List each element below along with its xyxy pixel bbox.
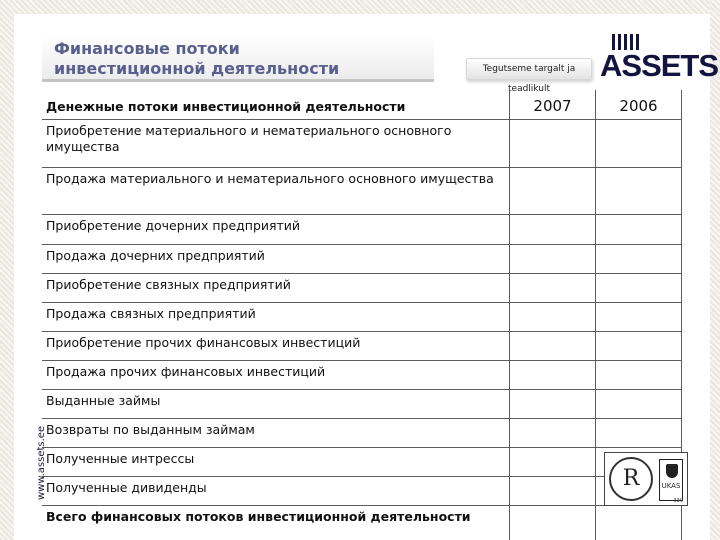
row-label: Выданные займы (42, 390, 510, 419)
ukas-crown-icon: UKAS (659, 459, 683, 501)
value-2007-cell[interactable] (510, 448, 596, 477)
table-header-row (42, 90, 682, 120)
row-label: Приобретение материального и нематериального основного имущества (42, 120, 510, 168)
table-row (42, 390, 682, 419)
value-2006-cell[interactable] (596, 215, 682, 245)
value-2007-cell[interactable] (510, 477, 596, 506)
table-row (42, 448, 682, 477)
decorative-frame-top (0, 0, 720, 14)
row-label: Продажа дочерних предприятий (42, 245, 510, 274)
value-2006-cell[interactable] (596, 274, 682, 303)
value-2006-cell[interactable] (596, 120, 682, 168)
row-label: Продажа прочих финансовых инвестиций (42, 361, 510, 390)
value-2006-cell[interactable] (596, 168, 682, 215)
value-2006-cell[interactable] (596, 245, 682, 274)
cert-number: 339 (673, 498, 683, 504)
value-2007-cell[interactable] (510, 303, 596, 332)
table-row (42, 245, 682, 274)
value-2007-total-cell[interactable] (510, 506, 596, 540)
value-2007-cell[interactable] (510, 245, 596, 274)
slide-title (54, 39, 339, 79)
cash-flow-table (42, 90, 682, 540)
row-label: Полученные дивиденды (42, 477, 510, 506)
value-2007-cell[interactable] (510, 390, 596, 419)
table-row-total (42, 506, 682, 540)
row-label: Продажа материального и нематериального основного имущества (42, 168, 510, 215)
value-2007-cell[interactable] (510, 215, 596, 245)
certification-badge (604, 452, 688, 506)
value-2006-cell[interactable] (596, 390, 682, 419)
value-2007-cell[interactable] (510, 120, 596, 168)
side-url: www.assets.ee (36, 425, 47, 500)
row-label: Полученные интрессы (42, 448, 510, 477)
table-row (42, 303, 682, 332)
table-row (42, 477, 682, 506)
table-row (42, 120, 682, 168)
value-2007-cell[interactable] (510, 274, 596, 303)
value-2007-cell[interactable] (510, 168, 596, 215)
value-2006-cell[interactable] (596, 361, 682, 390)
registered-mark-icon: R (609, 457, 653, 501)
row-label-total: Всего финансовых потоков инвестиционной деятельности (42, 506, 510, 540)
value-2007-cell[interactable] (510, 332, 596, 361)
row-label: Приобретение прочих финансовых инвестиций (42, 332, 510, 361)
tagline-badge: Tegutseme targalt ja teadlikult (466, 58, 592, 80)
row-label: Приобретение связных предприятий (42, 274, 510, 303)
table-row (42, 361, 682, 390)
value-2007-cell[interactable] (510, 361, 596, 390)
value-2006-cell[interactable] (596, 303, 682, 332)
value-2006-total-cell[interactable] (596, 506, 682, 540)
slide-title-line-2: инвестиционной деятельности (54, 59, 340, 78)
year-2006-header: 2006 (596, 90, 682, 120)
table-row (42, 215, 682, 245)
year-2007-header: 2007 (510, 90, 596, 120)
value-2006-cell[interactable] (596, 419, 682, 448)
table-row (42, 332, 682, 361)
logo-text: ASSETS (600, 48, 719, 83)
row-label: Приобретение дочерних предприятий (42, 215, 510, 245)
slide-title-box (42, 36, 434, 82)
table-header-label: Денежные потоки инвестиционной деятельности (42, 90, 510, 120)
decorative-frame-left (0, 0, 14, 540)
slide-title-line-1: Финансовые потоки (54, 39, 240, 58)
table-row (42, 168, 682, 215)
value-2006-cell[interactable] (596, 332, 682, 361)
value-2007-cell[interactable] (510, 419, 596, 448)
table-row (42, 274, 682, 303)
row-label: Продажа связных предприятий (42, 303, 510, 332)
row-label: Возвраты по выданным займам (42, 419, 510, 448)
table-row (42, 419, 682, 448)
assets-logo (600, 34, 719, 90)
